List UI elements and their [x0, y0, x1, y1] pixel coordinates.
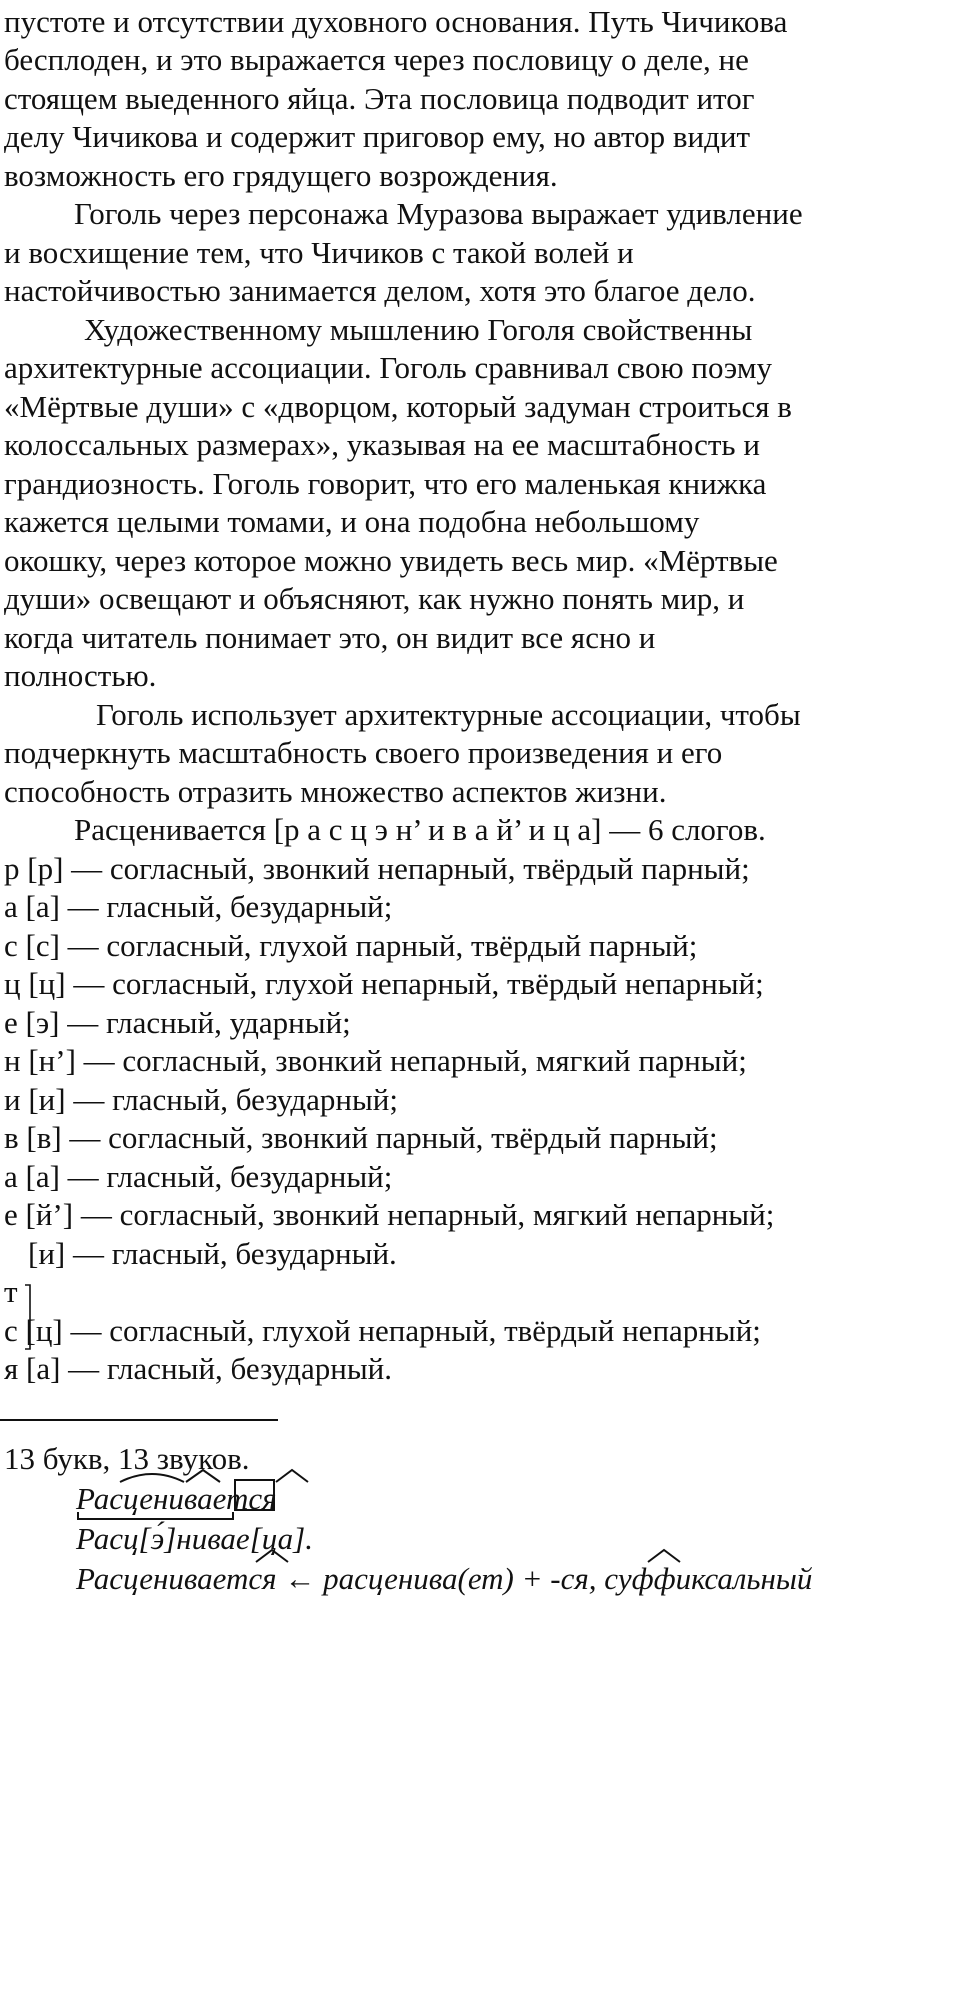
phonetic-row: а [а] — гласный, безударный; — [4, 1159, 393, 1194]
separator-rule — [0, 1419, 278, 1421]
phonetic-row: е [э] — гласный, ударный; — [4, 1005, 351, 1040]
letters-sounds-count: 13 букв, 13 звуков. — [4, 1441, 250, 1476]
text-line: грандиозность. Гоголь говорит, что его маленькая книжка — [4, 466, 767, 501]
text-line: Гоголь использует архитектурные ассоциации, чтобы — [96, 697, 801, 732]
derivation-line: Расценивается ← расценива(ет) + -ся, суффиксальный — [76, 1561, 813, 1596]
postfix-caret — [276, 1470, 308, 1482]
phonetic-row: [и] — гласный, безударный. — [28, 1236, 397, 1271]
text-line: возможность его грядущего возрождения. — [4, 158, 558, 193]
text-line: настойчивостью занимается делом, хотя это благое дело. — [4, 273, 756, 308]
text-line: архитектурные ассоциации. Гоголь сравнивал свою поэму — [4, 350, 772, 385]
phonetic-row: т — [4, 1274, 18, 1309]
phonetic-row: н [н’] — согласный, звонкий непарный, мягкий парный; — [4, 1043, 747, 1078]
text-line: окошку, через которое можно увидеть весь мир. «Мёртвые — [4, 543, 778, 578]
text-line: души» освещают и объясняют, как нужно понять мир, и — [4, 581, 745, 616]
phonetic-row: ц [ц] — согласный, глухой непарный, твёрдый непарный; — [4, 966, 764, 1001]
text-line: «Мёртвые души» с «дворцом, который задуман строиться в — [4, 389, 792, 424]
phonetic-heading: Расценивается [р а с ц э н’ и в а й’ и ц а] — 6 слогов. — [74, 812, 766, 847]
text-line: и восхищение тем, что Чичиков с такой волей и — [4, 235, 634, 270]
phonetic-row: и [и] — гласный, безударный; — [4, 1082, 399, 1117]
text-line: полностью. — [4, 658, 157, 693]
phonetic-row: е [й’] — согласный, звонкий непарный, мягкий непарный; — [4, 1197, 775, 1232]
phonetic-row: р [р] — согласный, звонкий непарный, твёрдый парный; — [4, 851, 750, 886]
phonetic-row: с [с] — согласный, глухой парный, твёрдый парный; — [4, 928, 698, 963]
phonetic-row: в [в] — согласный, звонкий парный, твёрдый парный; — [4, 1120, 718, 1155]
text-line: делу Чичикова и содержит приговор ему, но автор видит — [4, 119, 750, 154]
text-line: пустоте и отсутствии духовного основания. Путь Чичикова — [4, 4, 788, 39]
text-line: кажется целыми томами, и она подобна небольшому — [4, 504, 700, 539]
text-line: Гоголь через персонажа Муразова выражает удивление — [74, 196, 803, 231]
text-line: Художественному мышлению Гоголя свойственны — [84, 312, 753, 347]
text-line: когда читатель понимает это, он видит все ясно и — [4, 620, 656, 655]
phonetic-row: с [ц] — согласный, глухой непарный, твёрдый непарный; — [4, 1313, 761, 1348]
text-line: бесплоден, и это выражается через пословицу о деле, не — [4, 42, 749, 77]
text-line: колоссальных размерах», указывая на ее масштабность и — [4, 427, 760, 462]
text-line: подчеркнуть масштабность своего произведения и его — [4, 735, 723, 770]
letter-group-bracket — [24, 1284, 36, 1350]
text-line: стоящем выеденного яйца. Эта пословица подводит итог — [4, 81, 755, 116]
transcription: Расц[э́]нивае[ца]. — [76, 1521, 313, 1556]
text-line: способность отразить множество аспектов жизни. — [4, 774, 667, 809]
phonetic-row: а [а] — гласный, безударный; — [4, 889, 393, 924]
morphemic-word: Расценивается — [76, 1481, 277, 1516]
phonetic-row: я [а] — гласный, безударный. — [4, 1351, 392, 1386]
